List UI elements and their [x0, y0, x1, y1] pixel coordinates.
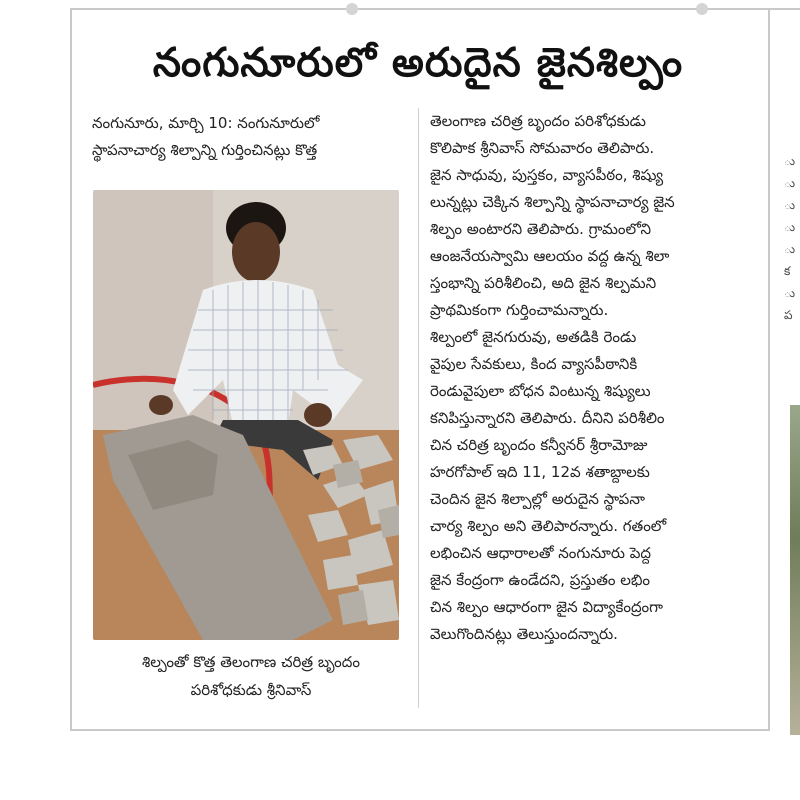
- body-line: లున్నట్లు చెక్కిన శిల్పాన్ని స్థాపనాచార్య జైన: [430, 193, 675, 211]
- clipping-frame-right: [768, 8, 770, 730]
- caption-line: శిల్పంతో కొత్త తెలంగాణ చరిత్ర బృందం: [142, 653, 360, 671]
- bleed-letter: ప: [784, 308, 793, 322]
- body-line: వైపుల సేవకులు, కింద వ్యాసపీఠానికి: [430, 355, 638, 373]
- photo-caption: [92, 648, 410, 704]
- body-line: రెండువైపులా బోధన వింటున్న శిష్యులు: [430, 382, 651, 400]
- adjacent-clipping-text: [784, 150, 800, 326]
- intro-line: నంగునూరు, మార్చి 10: నంగునూరులో: [92, 114, 320, 132]
- pin-icon: [696, 3, 708, 15]
- body-line: హరగోపాల్ ఇది 11, 12వ శతాబ్దాలకు: [430, 463, 650, 481]
- bleed-letter: ు: [784, 176, 796, 190]
- bleed-letter: ు: [784, 154, 796, 168]
- adjacent-clipping-photo: [790, 405, 800, 735]
- bleed-letter: ు: [784, 242, 796, 256]
- clipping-frame-top: [70, 8, 780, 10]
- body-line: చిన చరిత్ర బృందం కన్వీనర్ శ్రీరామోజు: [430, 436, 648, 454]
- clipping-frame-top-right: [700, 8, 800, 10]
- intro-line: స్థాపనాచార్య శిల్పాన్ని గుర్తించినట్లు కొత్త: [92, 141, 318, 159]
- clipping-frame-left: [70, 8, 72, 730]
- clipping-frame-bottom: [70, 729, 770, 731]
- body-line: వెలుగొందినట్లు తెలుస్తుందన్నారు.: [430, 625, 618, 643]
- body-line: కొలిపాక శ్రీనివాస్ సోమవారం తెలిపారు.: [430, 139, 655, 157]
- body-line: చెందిన జైన శిల్పాల్లో అరుదైన స్థాపనా: [430, 490, 645, 508]
- body-line: చార్య శిల్పం అని తెలిపారన్నారు. గతంలో: [430, 517, 667, 535]
- body-line: ఆంజనేయస్వామి ఆలయం వద్ద ఉన్న శిలా: [430, 247, 670, 265]
- bleed-letter: క: [784, 264, 791, 278]
- bleed-letter: ు: [784, 286, 796, 300]
- body-line: ప్రాథమికంగా గుర్తించామన్నారు.: [430, 301, 609, 319]
- body-column: [430, 108, 748, 648]
- intro-paragraph: [92, 110, 410, 164]
- bleed-letter: ు: [784, 198, 796, 212]
- body-line: స్తంభాన్ని పరిశీలించి, అది జైన శిల్పమని: [430, 274, 657, 292]
- headline: నంగునూరులో అరుదైన జైనశిల్పం: [152, 40, 684, 86]
- bleed-letter: ు: [784, 220, 796, 234]
- body-line: కనిపిస్తున్నారని తెలిపారు. దీనిని పరిశీలిం: [430, 409, 665, 427]
- body-line: శిల్పంలో జైనగురువు, అతడికి రెండు: [430, 328, 637, 346]
- news-photo: [93, 190, 399, 640]
- caption-line: పరిశోధకుడు శ్రీనివాస్: [190, 681, 312, 699]
- body-line: జైన సాధువు, పుస్తకం, వ్యాసపీఠం, శిష్యు: [430, 166, 664, 184]
- body-line: జైన కేంద్రంగా ఉండేదని, ప్రస్తుతం లభిం: [430, 571, 651, 589]
- body-line: శిల్పం అంటారని తెలిపారు. గ్రామంలోని: [430, 220, 652, 238]
- body-line: లభించిన ఆధారాలతో నంగునూరు పెద్ద: [430, 544, 651, 562]
- body-line: తెలంగాణ చరిత్ర బృందం పరిశోధకుడు: [430, 112, 646, 130]
- pin-icon: [346, 3, 358, 15]
- column-divider: [418, 108, 419, 708]
- body-line: చిన శిల్పం ఆధారంగా జైన విద్యాకేంద్రంగా: [430, 598, 663, 616]
